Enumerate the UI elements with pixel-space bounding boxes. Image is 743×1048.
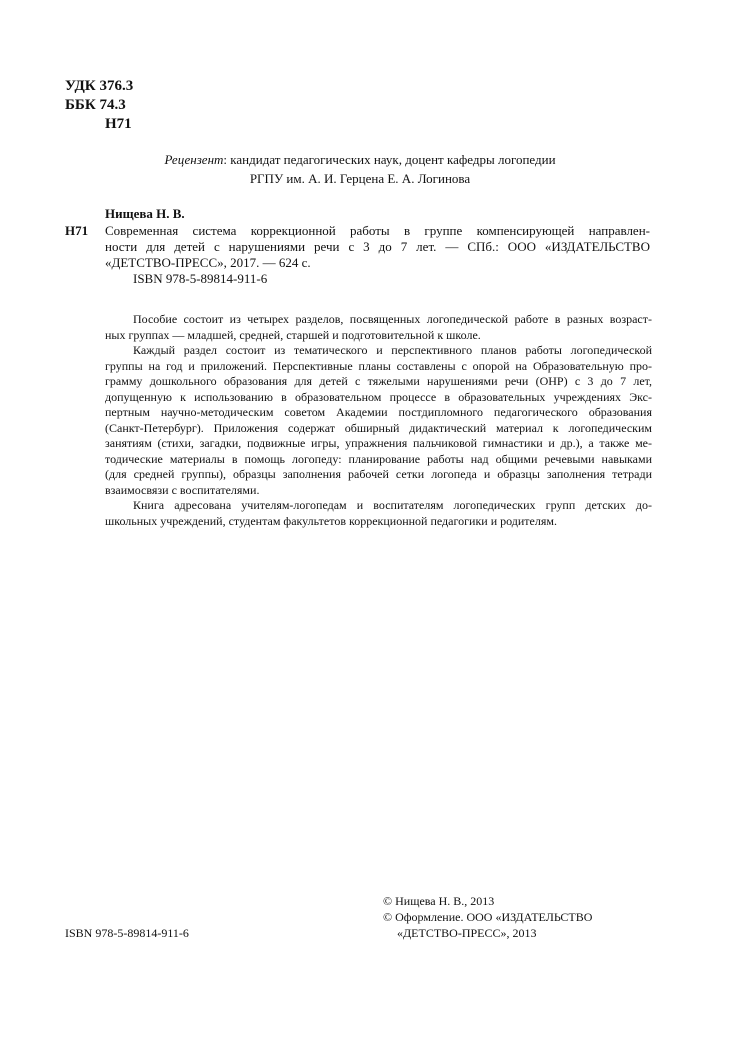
annotation-line: Каждый раздел состоит из тематического и перспективного планов работы логопедической: [133, 343, 652, 357]
annotation: [105, 312, 652, 529]
reviewer-line-1: [60, 150, 660, 169]
author-mark-top: Н71: [105, 116, 132, 132]
udk-code: УДК 376.3: [65, 78, 134, 94]
bbk-code: ББК 74.3: [65, 97, 126, 113]
copyright-design: © Оформление. ООО «ИЗДАТЕЛЬСТВО: [383, 910, 593, 924]
bibliographic-line: ности для детей с нарушениями речи с 3 до 7 лет. — СПб.: ООО «ИЗДАТЕЛЬСТВО: [105, 239, 650, 254]
footer-isbn: ISBN 978-5-89814-911-6: [65, 926, 189, 940]
reviewer-description: : кандидат педагогических наук, доцент кафедры логопедии: [223, 152, 556, 167]
bibliographic-description: [105, 223, 650, 287]
annotation-line: (Санкт-Петербург). Приложения содержат обширный дидактический материал к логопедическим: [105, 420, 652, 435]
annotation-line: Книга адресована учителям-логопедам и воспитателям логопедических групп детских до-: [133, 498, 652, 512]
annotation-line: тодические материалы в помощь логопеду: планирование работы над общими речевыми навыками: [105, 451, 652, 466]
annotation-line: допущенную к использованию в образовательном процессе в образовательных учреждениях Экс-: [105, 389, 652, 404]
bibliographic-isbn: ISBN 978-5-89814-911-6: [133, 271, 268, 286]
annotation-line: взаимосвязи с воспитателями.: [105, 482, 260, 497]
classification-block: [65, 77, 133, 134]
bibliographic-line: Современная система коррекционной работы в группе компенсирующей направлен-: [105, 223, 650, 238]
reviewer-block: [60, 150, 660, 188]
bibliographic-line: «ДЕТСТВО-ПРЕСС», 2017. — 624 с.: [105, 255, 311, 270]
annotation-line: Пособие состоит из четырех разделов, посвященных логопедической работе в разных возраст-: [133, 312, 652, 326]
copyright-publisher: «ДЕТСТВО-ПРЕСС», 2013: [397, 926, 537, 940]
annotation-line: группы на год и приложений. Перспективные планы составлены с опорой на Образовательную про-: [105, 358, 652, 373]
copyright-block: [383, 893, 592, 941]
author-heading: Нищева Н. В.: [105, 206, 185, 221]
annotation-line: занятиям (стихи, загадки, подвижные игры, упражнения пальчиковой гимнастики и др.), а также ме-: [105, 436, 652, 450]
author-mark: Н71: [65, 223, 89, 238]
annotation-line: (для средней группы), образцы заполнения рабочей сетки логопеда и образцы заполнения тетради: [105, 467, 652, 481]
annotation-line: школьных учреждений, студентам факультетов коррекционной педагогики и родителям.: [105, 513, 557, 528]
copyright-author: © Нищева Н. В., 2013: [383, 894, 495, 908]
annotation-line: ных группах — младшей, средней, старшей и подготовительной к школе.: [105, 327, 481, 342]
annotation-line: пертным научно-методическим советом Академии постдипломного педагогического образования: [105, 405, 652, 419]
annotation-line: грамму дошкольного образования для детей с тяжелыми нарушениями речи (ОНР) с 3 до 7 лет,: [105, 374, 652, 388]
reviewer-role: Рецензент: [164, 152, 224, 167]
reviewer-line-2: РГПУ им. А. И. Герцена Е. А. Логинова: [249, 171, 471, 186]
